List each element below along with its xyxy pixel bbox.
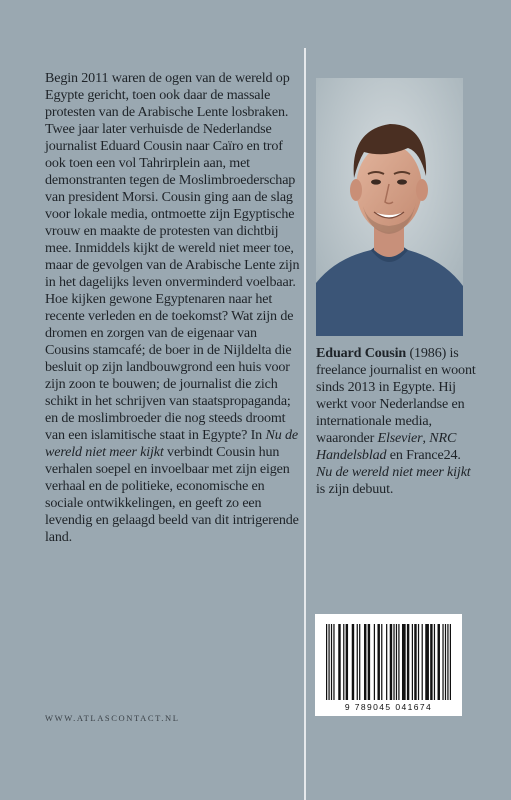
- bio-publication: Elsevier: [377, 430, 423, 446]
- barcode-bar: [386, 624, 387, 700]
- bio-part: (1986) is freelance journalist en woont sinds 2013 in Egypte. Hij werkt voor Nederlandse en internationale media, waaronder: [316, 345, 476, 446]
- author-bio: [316, 345, 476, 498]
- barcode: [315, 614, 462, 716]
- blurb-part: verbindt Cousin hun verhalen soepel en invoelbaar met zijn eigen verhaal en de politieke, economische en sociale ontwikkelingen, en geeft zo een levendig en gelaagd beeld van dit intrigerende land.: [45, 444, 299, 545]
- barcode-bar: [338, 624, 340, 700]
- barcode-bar: [368, 624, 370, 700]
- barcode-bar: [331, 624, 332, 700]
- barcode-bar: [352, 624, 354, 700]
- barcode-bar: [438, 624, 440, 700]
- barcode-bar: [364, 624, 366, 700]
- barcode-bar: [402, 624, 406, 700]
- barcode-bar: [328, 624, 329, 700]
- barcode-bar: [326, 624, 327, 700]
- barcode-bar: [390, 624, 392, 700]
- author-name: Eduard Cousin: [316, 345, 407, 361]
- barcode-bar: [377, 624, 379, 700]
- barcode-bar: [333, 624, 334, 700]
- isbn-number: 9 789045 041674: [344, 702, 433, 712]
- bio-book-title: Nu de wereld niet meer kijkt: [316, 464, 471, 480]
- bio-part: ,: [422, 430, 430, 446]
- barcode-bar: [422, 624, 423, 700]
- barcode-bar: [381, 624, 382, 700]
- blurb-book-title: Nu de wereld niet meer kijkt: [45, 427, 298, 460]
- blurb-text: [45, 70, 300, 546]
- barcode-bar: [418, 624, 419, 700]
- barcode-bars: [326, 624, 451, 700]
- bio-part: en France24.: [386, 447, 461, 463]
- barcode-bar: [393, 624, 394, 700]
- barcode-bar: [442, 624, 443, 700]
- bio-part: is zijn debuut.: [316, 481, 394, 497]
- barcode-bar: [434, 624, 435, 700]
- publisher-website: WWW.ATLASCONTACT.NL: [45, 713, 180, 723]
- barcode-bar: [407, 624, 409, 700]
- barcode-bar: [374, 624, 375, 700]
- barcode-bar: [414, 624, 416, 700]
- blurb-part: Begin 2011 waren de ogen van de wereld op Egypte gericht, toen ook daar de massale protesten van de Arabische Lente losbraken. Twee jaar later verhuisde de Nederlandse journalist Eduard Cousin naar Caïro en trof ook toen een vol Tahrirplein aan, met demonstranten tegen de Moslimbroederschap van president Morsi. Cousin ging aan de slag voor lokale media, ontmoette zijn Egyptische vrouw en maakte de protesten van dichtbij mee. Inmiddels kijkt de wereld niet meer toe, maar de gevolgen van de Arabische Lente zijn in het dagelijks leven onverminderd voelbaar. Hoe kijken gewone Egyptenaren naar het recente verleden en de toekomst? Wat zijn de dromen en zorgen van de eigenaar van Cousins stamcafé; de boer in de Nijldelta die besluit op zijn landbouwgrond een huis voor zijn zoon te bouwen; de journalist die zich schikt in het schrijven van staatspropaganda; en de moslimbroeder die nog steeds droomt van een islamitische staat in Egypte? In: [45, 70, 300, 443]
- barcode-bar: [430, 624, 432, 700]
- barcode-bar: [396, 624, 397, 700]
- barcode-bar: [450, 624, 451, 700]
- author-photo: [316, 78, 463, 336]
- barcode-bar: [445, 624, 446, 700]
- bio-publication: NRC Handelsblad: [316, 430, 457, 463]
- divider-line: [304, 48, 306, 800]
- barcode-bar: [425, 624, 429, 700]
- barcode-bar: [346, 624, 348, 700]
- barcode-bar: [398, 624, 399, 700]
- barcode-bar: [343, 624, 344, 700]
- barcode-bar: [359, 624, 360, 700]
- barcode-bar: [357, 624, 358, 700]
- barcode-bar: [447, 624, 448, 700]
- barcode-bar: [412, 624, 413, 700]
